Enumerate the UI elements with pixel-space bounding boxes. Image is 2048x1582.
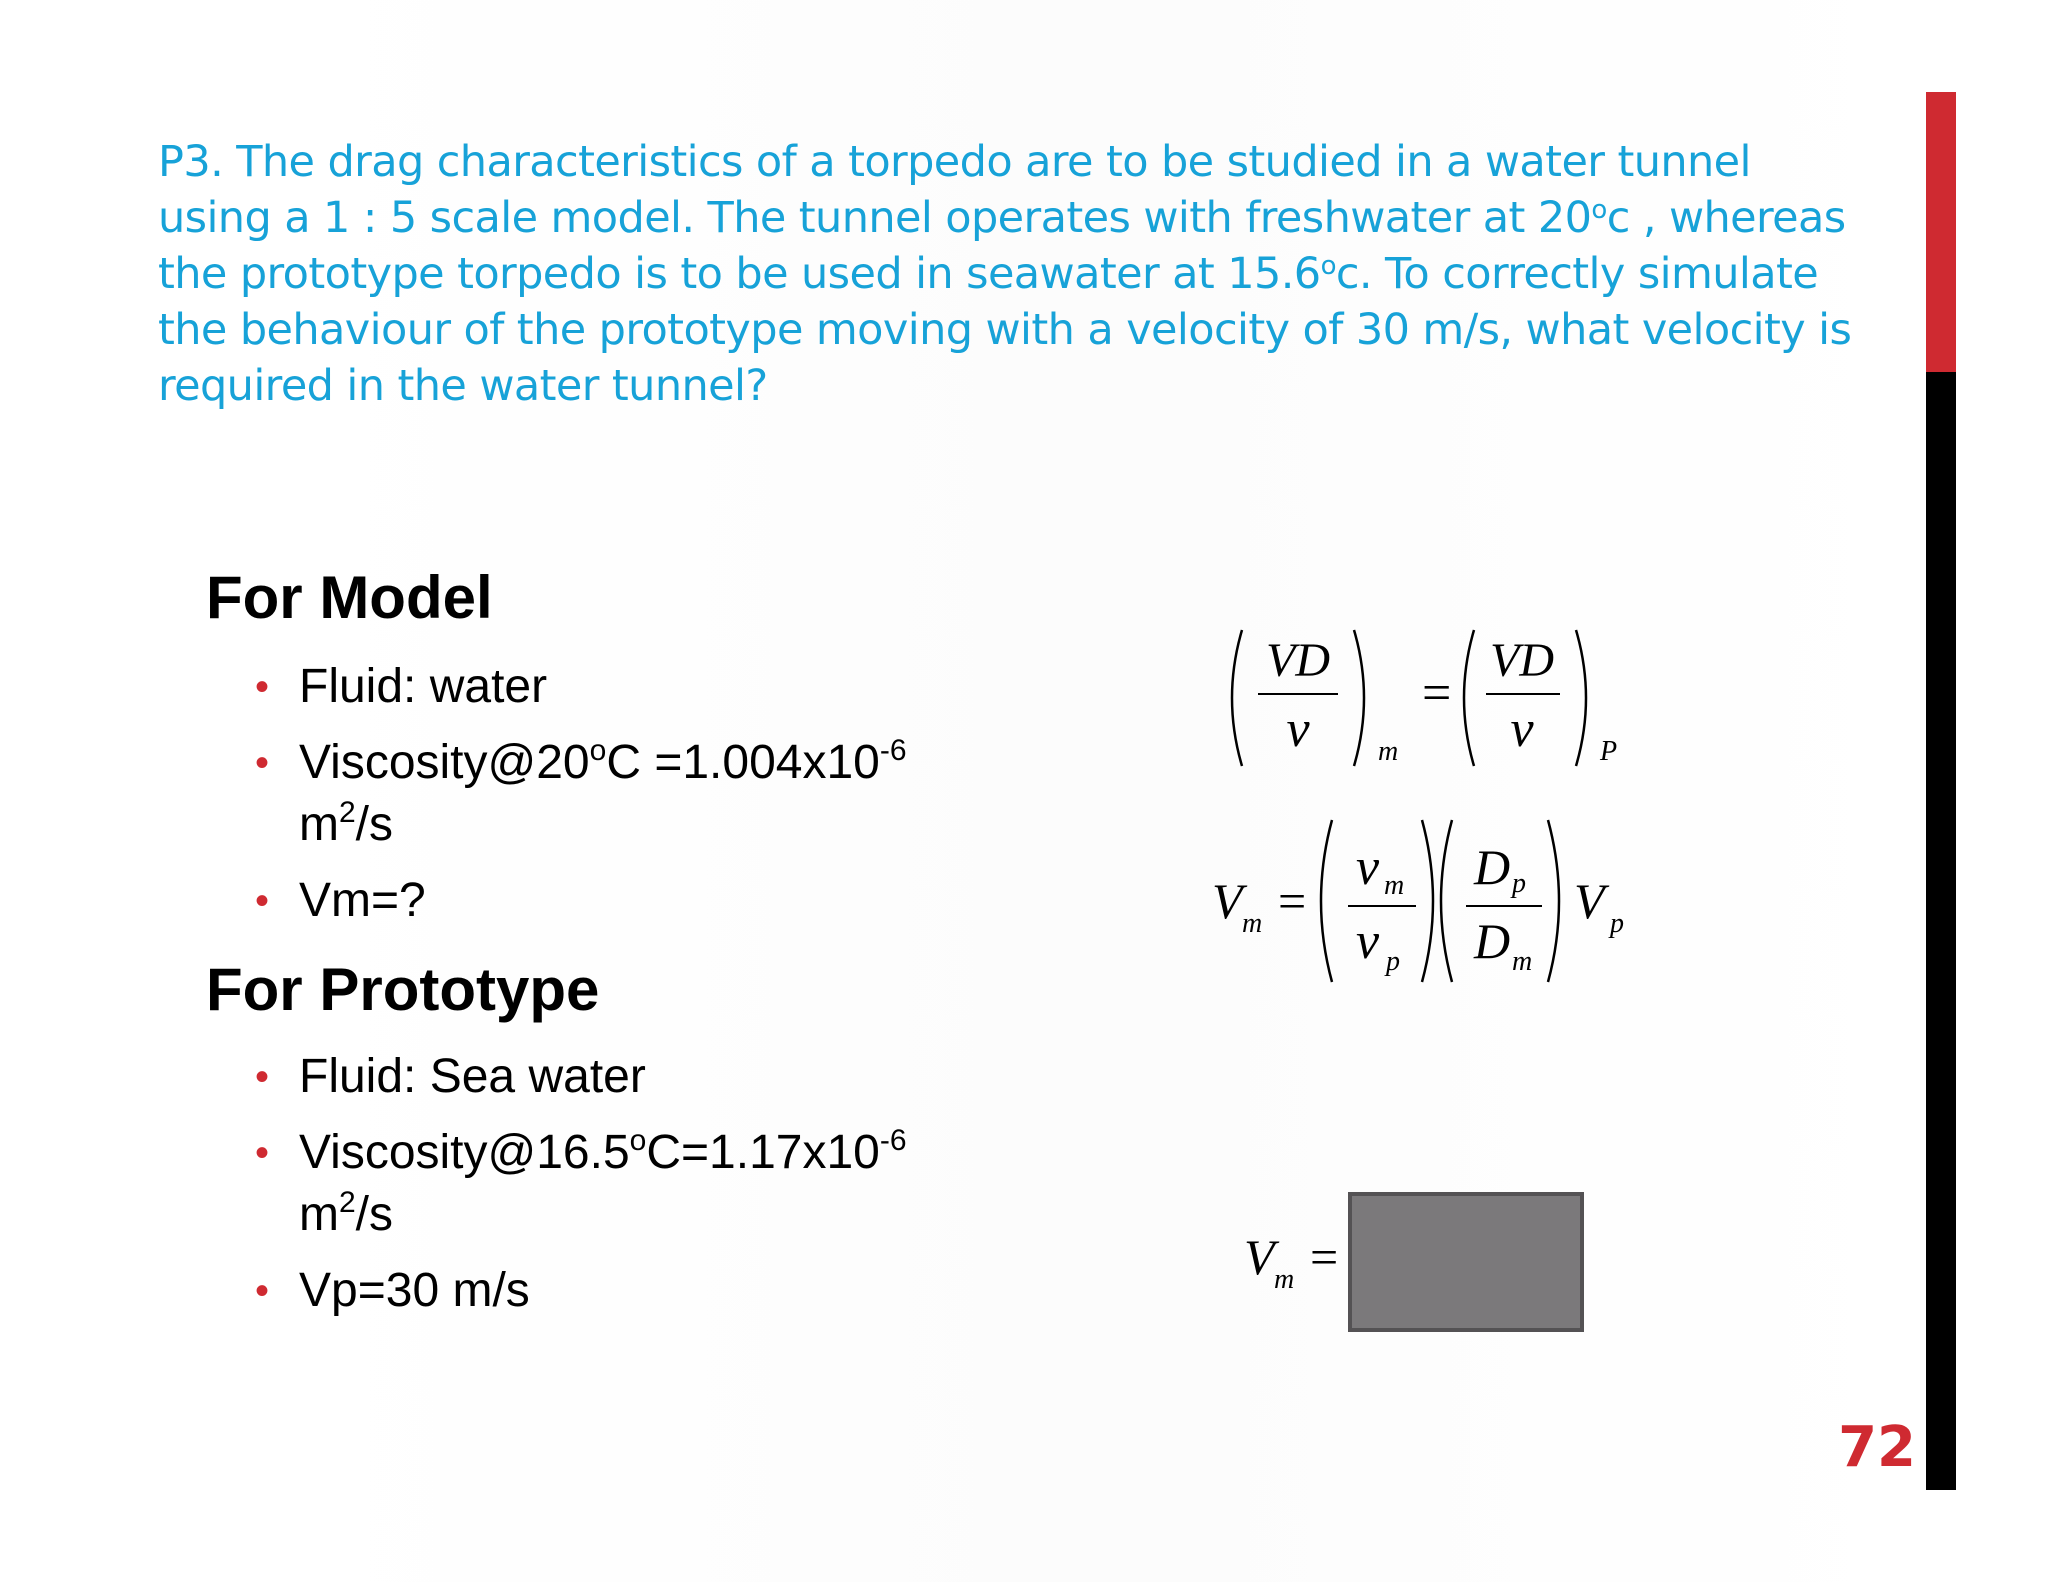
model-bullet-list	[255, 656, 907, 946]
eq2-equals: =	[1278, 873, 1307, 929]
eq2-paren2-close	[1548, 820, 1559, 982]
bullet-icon: •	[255, 1269, 270, 1313]
model-viscosity-units: $m^2/s$	[299, 796, 394, 851]
list-item	[255, 870, 907, 932]
eq2-nu-denominator-sub: p	[1386, 946, 1400, 977]
eq1-denominator-right: ν	[1510, 701, 1534, 758]
list-item	[255, 1260, 907, 1322]
equation-model-velocity	[1200, 808, 1660, 994]
eq2-D-denominator-sub: m	[1512, 946, 1533, 977]
problem-line-3: the prototype torpedo is to be used in seawater at 15.6$^o$c. To correctly simulate	[158, 249, 1819, 299]
problem-line-2: using a 1 : 5 scale model. The tunnel operates with freshwater at 20$^o$c , whereas	[158, 193, 1846, 243]
list-item	[255, 656, 907, 718]
page-number: 72	[1838, 1415, 1916, 1480]
list-item	[255, 1046, 907, 1108]
eq1-numerator-left: VD	[1266, 634, 1330, 687]
eq2-D-denominator: D	[1474, 913, 1511, 969]
model-velocity: Vm=?	[299, 874, 426, 927]
eq3-V: V	[1244, 1229, 1275, 1285]
bullet-icon: •	[255, 665, 270, 709]
eq2-V: V	[1212, 873, 1243, 929]
prototype-fluid: Fluid: Sea water	[299, 1050, 646, 1103]
eq2-nu-numerator: ν	[1356, 839, 1380, 896]
model-heading: For Model	[206, 564, 493, 631]
paren-left-open	[1232, 630, 1242, 766]
paren-left-close	[1354, 630, 1364, 766]
prototype-viscosity: $Viscosity@16.5^oC=1.17x10^{-6}$	[299, 1124, 907, 1179]
side-accent-bar-red	[1926, 92, 1956, 372]
prototype-velocity: Vp=30 m/s	[299, 1264, 530, 1317]
bullet-icon: •	[255, 1131, 270, 1175]
eq2-nu-numerator-sub: m	[1384, 870, 1405, 901]
eq2-D-numerator: D	[1474, 839, 1511, 895]
eq1-numerator-right: VD	[1490, 634, 1554, 687]
eq1-subscript-m: m	[1378, 736, 1399, 767]
eq2-paren1-close	[1422, 820, 1433, 982]
bullet-icon: •	[255, 879, 270, 923]
paren-right-open	[1464, 630, 1474, 766]
model-viscosity: $Viscosity@20^oC =1.004x10^{-6}$	[299, 734, 907, 789]
list-item	[255, 1122, 907, 1246]
eq2-nu-denominator: ν	[1356, 913, 1380, 970]
bullet-icon: •	[255, 1055, 270, 1099]
problem-line-5: required in the water tunnel?	[158, 361, 768, 411]
problem-statement	[158, 134, 1918, 414]
bullet-icon: •	[255, 741, 270, 785]
eq2-V-subscript-m: m	[1242, 908, 1263, 939]
eq2-paren2-open	[1441, 820, 1452, 982]
eq1-equals: =	[1422, 665, 1452, 722]
eq1-subscript-P: P	[1600, 736, 1618, 767]
equation-answer-label	[1236, 1222, 1356, 1302]
eq2-D-numerator-sub: p	[1512, 868, 1526, 899]
eq1-denominator-left: ν	[1286, 701, 1310, 758]
prototype-viscosity-units: $m^2/s$	[299, 1186, 394, 1241]
prototype-heading: For Prototype	[206, 956, 600, 1023]
eq2-Vp-subscript: p	[1610, 908, 1624, 939]
answer-box[interactable]	[1348, 1192, 1584, 1332]
eq3-equals: =	[1310, 1229, 1339, 1285]
prototype-bullet-list	[255, 1046, 907, 1336]
paren-right-close	[1576, 630, 1586, 766]
problem-line-4: the behaviour of the prototype moving with a velocity of 30 m/s, what velocity is	[158, 305, 1852, 355]
eq3-V-subscript-m: m	[1274, 1264, 1295, 1295]
equation-reynolds-similarity	[1220, 618, 1640, 778]
side-accent-bar-black	[1926, 372, 1956, 1490]
problem-line-1: P3. The drag characteristics of a torpedo are to be studied in a water tunnel	[158, 137, 1751, 187]
eq2-paren1-open	[1321, 820, 1332, 982]
eq2-Vp: V	[1574, 873, 1605, 929]
list-item	[255, 732, 907, 856]
model-fluid: Fluid: water	[299, 660, 548, 713]
